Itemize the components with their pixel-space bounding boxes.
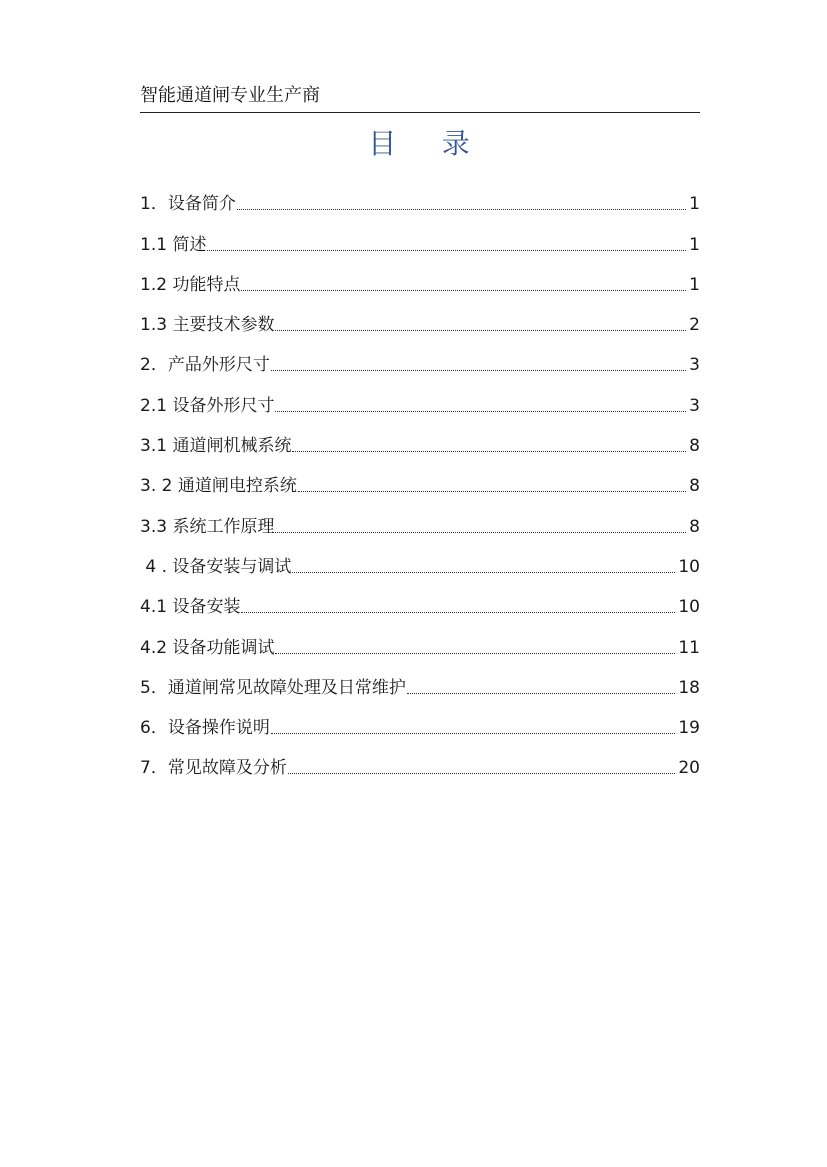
table-of-contents <box>140 176 700 780</box>
dot-leader <box>237 208 686 210</box>
toc-entry-page: 1 <box>689 194 700 215</box>
toc-entry[interactable] <box>140 216 700 256</box>
toc-entry[interactable] <box>140 257 700 297</box>
toc-entry-label: 3.1 通道闸机械系统 <box>140 436 292 457</box>
dot-leader <box>241 611 675 613</box>
toc-entry[interactable] <box>140 498 700 538</box>
toc-entry-label: 4.2 设备功能调试 <box>140 637 275 658</box>
page-header <box>140 84 700 113</box>
dot-leader <box>241 289 686 291</box>
toc-entry[interactable] <box>140 458 700 498</box>
toc-entry[interactable] <box>140 297 700 337</box>
header-tagline: 智能通道闸专业生产商 <box>140 85 320 106</box>
toc-entry-label: 2.1 设备外形尺寸 <box>140 395 275 416</box>
toc-entry-label: 6．设备操作说明 <box>140 718 270 739</box>
toc-entry-page: 8 <box>689 516 700 537</box>
toc-entry-label: 7．常见故障及分析 <box>140 758 287 779</box>
toc-entry-page: 1 <box>689 274 700 295</box>
toc-entry-label: 1．设备简介 <box>140 194 236 215</box>
toc-entry-page: 3 <box>689 395 700 416</box>
toc-entry-label: 3.3 系统工作原理 <box>140 516 275 537</box>
dot-leader <box>275 410 686 412</box>
toc-entry[interactable] <box>140 619 700 659</box>
toc-entry-page: 1 <box>689 234 700 255</box>
toc-entry[interactable] <box>140 176 700 216</box>
toc-entry[interactable] <box>140 418 700 458</box>
toc-entry[interactable] <box>140 579 700 619</box>
toc-entry-page: 18 <box>678 677 700 698</box>
toc-entry-label: 4 . 设备安装与调试 <box>140 556 292 577</box>
toc-entry-label: 1.2 功能特点 <box>140 274 241 295</box>
dot-leader <box>271 732 676 734</box>
toc-entry[interactable] <box>140 377 700 417</box>
dot-leader <box>407 692 676 694</box>
toc-entry-page: 8 <box>689 436 700 457</box>
dot-leader <box>298 490 686 492</box>
toc-entry-label: 1.1 简述 <box>140 234 207 255</box>
toc-entry-page: 3 <box>689 355 700 376</box>
dot-leader <box>271 369 686 371</box>
toc-entry-label: 4.1 设备安装 <box>140 597 241 618</box>
toc-entry-page: 11 <box>678 637 700 658</box>
toc-entry[interactable] <box>140 660 700 700</box>
toc-entry[interactable] <box>140 337 700 377</box>
toc-entry-page: 20 <box>678 758 700 779</box>
toc-entry-page: 2 <box>689 315 700 336</box>
toc-entry-page: 19 <box>678 718 700 739</box>
dot-leader <box>275 329 686 331</box>
dot-leader <box>275 652 675 654</box>
toc-entry-label: 2．产品外形尺寸 <box>140 355 270 376</box>
toc-entry-page: 8 <box>689 476 700 497</box>
toc-entry[interactable] <box>140 539 700 579</box>
dot-leader <box>292 571 675 573</box>
toc-title: 目 录 <box>368 127 472 160</box>
toc-entry-label: 3. 2 通道闸电控系统 <box>140 476 297 497</box>
toc-entry[interactable] <box>140 700 700 740</box>
toc-entry-page: 10 <box>678 556 700 577</box>
toc-entry-label: 5．通道闸常见故障处理及日常维护 <box>140 677 406 698</box>
dot-leader <box>275 531 686 533</box>
toc-entry[interactable] <box>140 740 700 780</box>
toc-entry-label: 1.3 主要技术参数 <box>140 315 275 336</box>
dot-leader <box>292 450 686 452</box>
dot-leader <box>207 249 686 251</box>
toc-entry-page: 10 <box>678 597 700 618</box>
dot-leader <box>288 772 676 774</box>
